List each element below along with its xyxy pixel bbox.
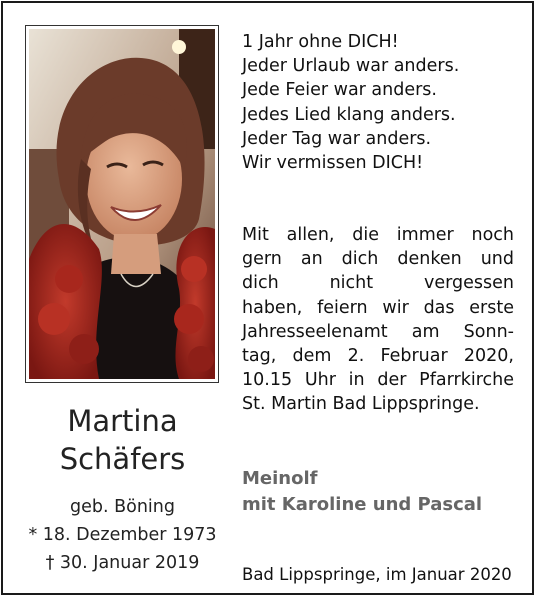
first-name: Martina <box>67 404 178 438</box>
poem <box>242 30 514 175</box>
birth-date: * 18. Dezember 1973 <box>28 525 217 545</box>
poem-line: Jeder Urlaub war anders. <box>242 56 460 77</box>
message-line: Mit allen, die immer noch <box>242 225 514 245</box>
poem-line: Jedes Lied klang anders. <box>242 104 456 125</box>
poem-line: Wir vermissen DICH! <box>242 153 424 174</box>
portrait-frame <box>25 25 219 383</box>
signer-line: mit Karoline und Pascal <box>242 494 483 515</box>
signers <box>242 466 514 518</box>
deceased-info <box>20 402 225 575</box>
message-line: Jahresseelenamt am Sonn- <box>242 321 514 342</box>
message-line: St. Martin Bad Lippspringe. <box>242 394 480 415</box>
signer-line: Meinolf <box>242 468 318 489</box>
poem-line: Jeder Tag war anders. <box>242 128 432 149</box>
message-line: dich nicht vergessen <box>242 273 514 294</box>
message-line: 10.15 Uhr in der Pfarrkirche <box>242 370 514 391</box>
memorial-message <box>242 223 514 417</box>
portrait-photo <box>29 29 215 379</box>
poem-line: Jede Feier war anders. <box>242 80 437 101</box>
message-line: haben, feiern wir das erste <box>242 297 514 318</box>
place-date: Bad Lippspringe, im Januar 2020 <box>242 565 512 584</box>
last-name: Schäfers <box>59 442 186 476</box>
message-line: gern an dich denken und <box>242 249 514 270</box>
death-date: † 30. Januar 2019 <box>45 553 200 573</box>
maiden-name: geb. Böning <box>70 497 175 517</box>
message-line: tag, dem 2. Februar 2020, <box>242 346 514 367</box>
poem-line: 1 Jahr ohne DICH! <box>242 32 399 52</box>
